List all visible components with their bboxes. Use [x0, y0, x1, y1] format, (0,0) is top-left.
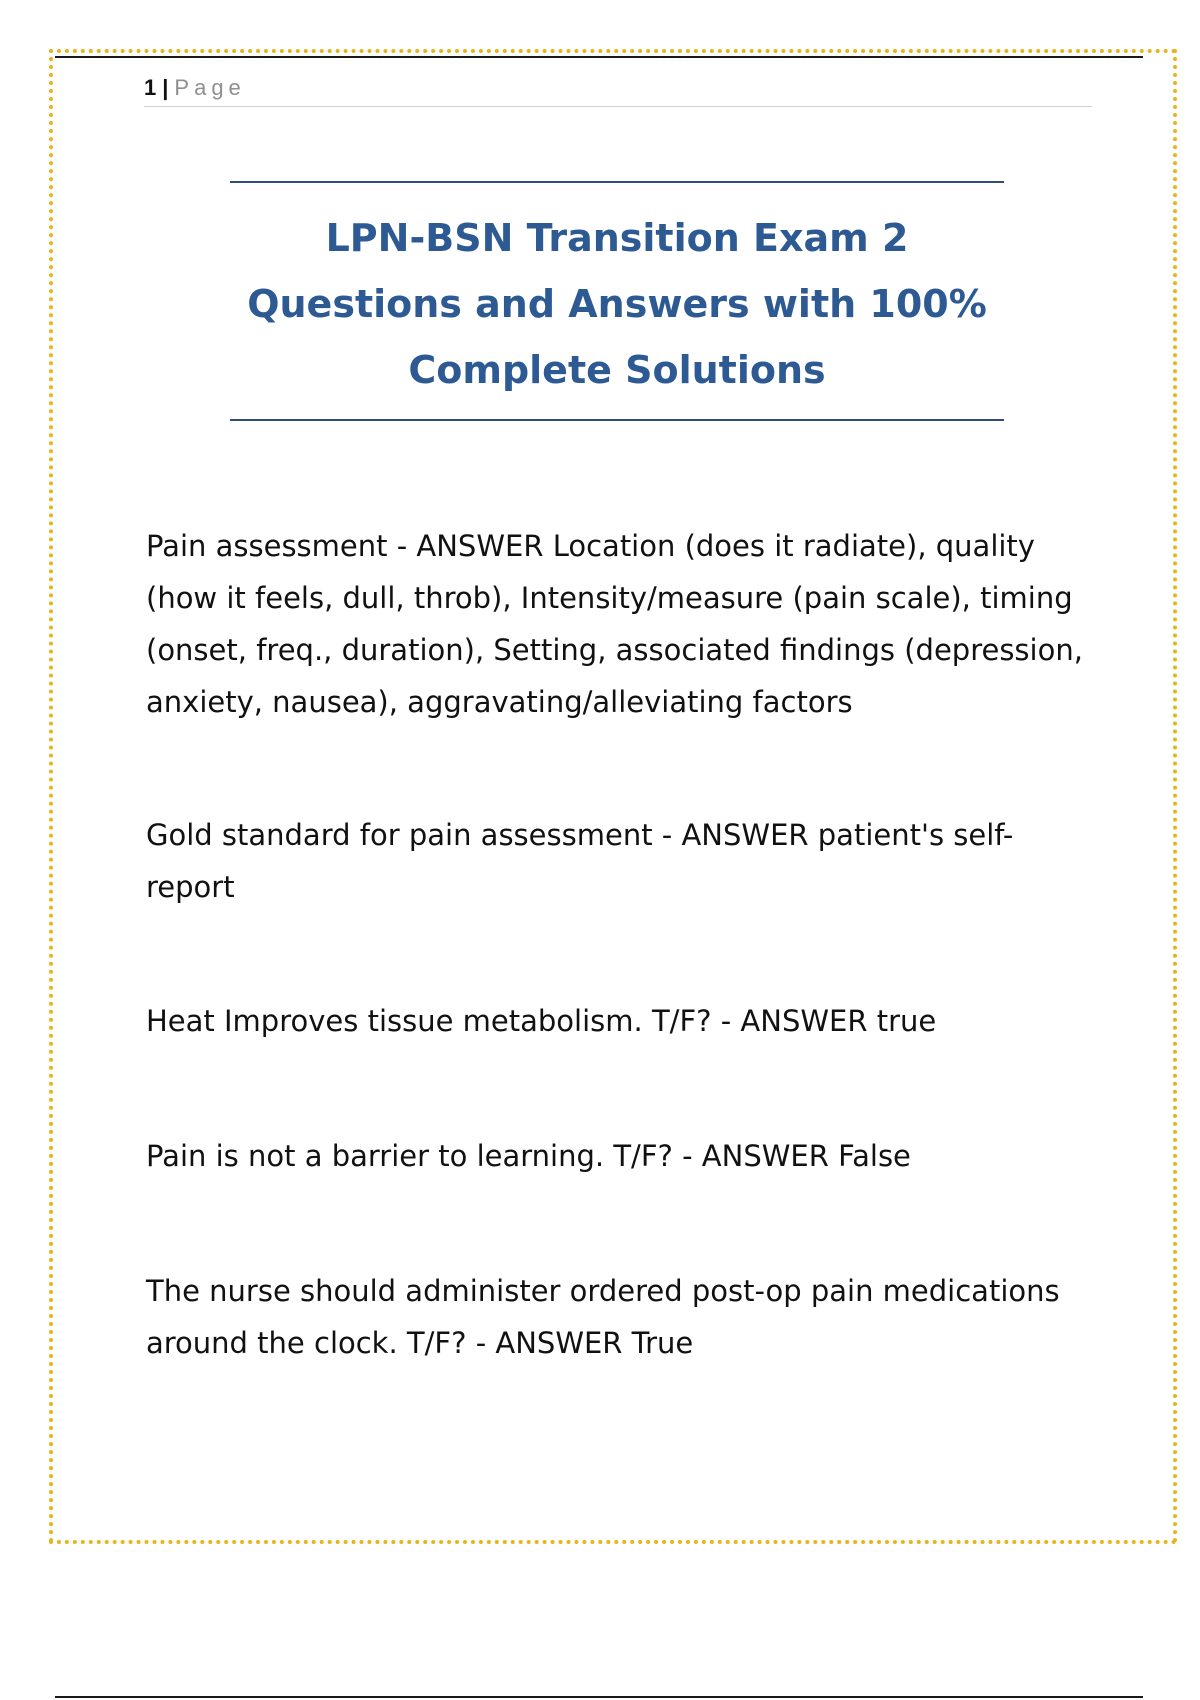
- qa-item: Pain assessment - ANSWER Location (does it radiate), quality (how it feels, dull, throb), Intensity/measure (pain scale), timing (onset, freq., duration), Setting, associated findings (depression, anxiety, nausea), aggravating/alleviating factors: [146, 529, 1083, 719]
- page-separator: |: [162, 75, 169, 100]
- top-rule: [55, 56, 1143, 58]
- title-block: [230, 181, 1004, 421]
- qa-list: [146, 520, 1101, 1369]
- qa-item: Gold standard for pain assessment - ANSWER patient's self-report: [146, 818, 1014, 904]
- document-title: LPN-BSN Transition Exam 2 Questions and Answers with 100% Complete Solutions: [247, 216, 987, 392]
- page-header: [144, 74, 1092, 107]
- qa-item: The nurse should administer ordered post-op pain medications around the clock. T/F? - ANSWER True: [146, 1274, 1060, 1360]
- bottom-rule: [55, 1696, 1143, 1698]
- page-label: Page: [174, 75, 246, 100]
- qa-item: Heat Improves tissue metabolism. T/F? - ANSWER true: [146, 1004, 937, 1038]
- qa-item: Pain is not a barrier to learning. T/F? - ANSWER False: [146, 1139, 911, 1173]
- page-number: 1: [144, 75, 157, 100]
